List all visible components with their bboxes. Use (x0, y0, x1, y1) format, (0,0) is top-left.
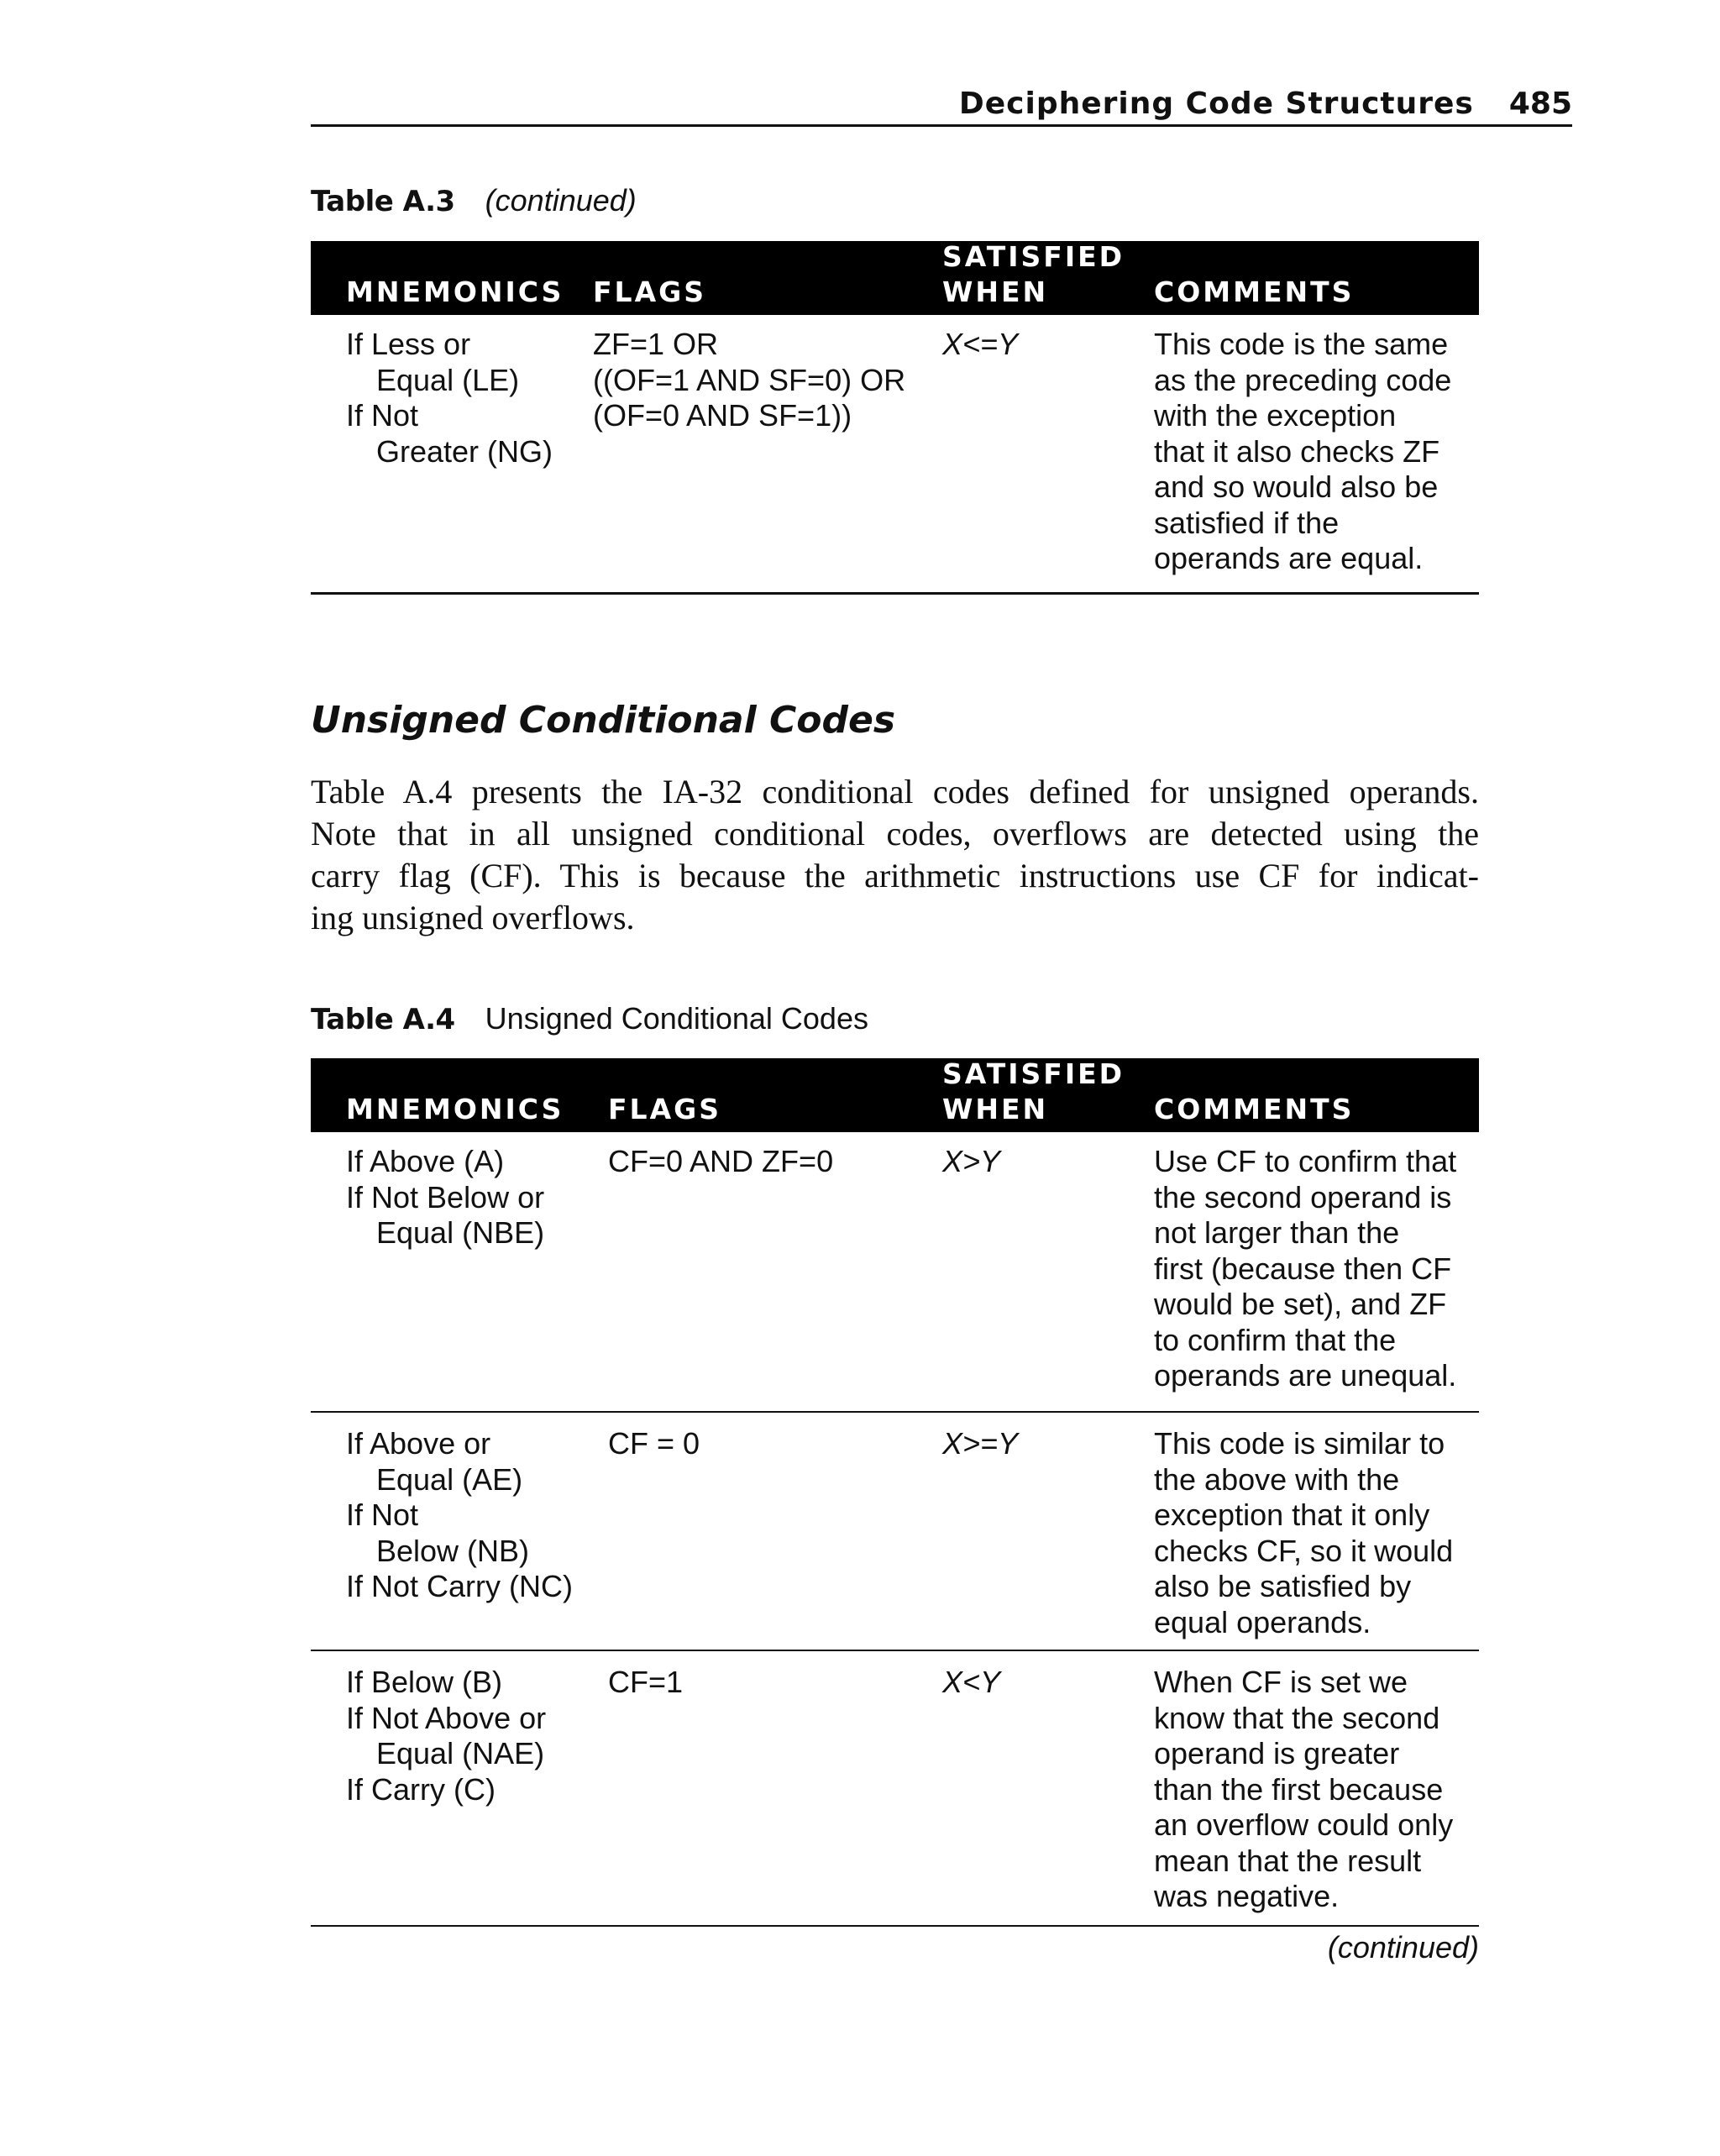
table-cell-comments: This code is the same as the preceding code with the exception that it also checks ZF and so would also be satisfied if the operands are equal. (1154, 327, 1452, 575)
table-row (311, 1651, 1479, 1927)
table-cell-mnemonics: If Above (A) If Not Below or Equal (NBE) (346, 1144, 545, 1250)
table-cell-comments: Use CF to confirm that the second operand is not larger than the first (because then CF would be set), and ZF to confirm that the operands are unequal. (1154, 1144, 1457, 1393)
table-cell-mnemonics: If Below (B) If Not Above or Equal (NAE) If Carry (C) (346, 1665, 547, 1807)
table-a3-caption-text: (continued) (485, 183, 637, 218)
table-cell-satisfied-when: X<=Y (942, 327, 1019, 361)
table-a4-header-satisfied-when: SATISFIED WHEN (942, 1057, 1125, 1125)
table-a4-header (311, 1058, 1479, 1132)
continued-label: (continued) (1327, 1930, 1479, 1965)
table-a4-header-flags: FLAGS (608, 1093, 721, 1125)
table-row (311, 1132, 1479, 1413)
table-cell-satisfied-when: X>=Y (942, 1426, 1019, 1461)
table-cell-flags: CF=0 AND ZF=0 (608, 1144, 834, 1178)
body-paragraph: Table A.4 presents the IA-32 conditional codes defined for unsigned operands. Note that in all unsigned conditional codes, overflows are detected using the carry flag (CF). This is because the arithmetic instructions use CF for indicat- ing unsigned overflows. (311, 773, 1479, 936)
table-cell-comments: When CF is set we know that the second operand is greater than the first because an overflow could only mean that the result was negative. (1154, 1665, 1454, 1913)
table-a4-header-mnemonics: MNEMONICS (346, 1093, 564, 1125)
table-a3-caption (311, 183, 637, 218)
table-a4-caption-text: Unsigned Conditional Codes (485, 1001, 868, 1036)
table-a3-header-satisfied-when: SATISFIED WHEN (942, 240, 1125, 308)
table-a3-header-flags: FLAGS (593, 275, 706, 308)
table-a3-header (311, 241, 1479, 315)
page-number: 485 (1508, 86, 1572, 121)
table-a4-caption (311, 1001, 868, 1036)
running-header-title: Deciphering Code Structures (958, 86, 1474, 121)
table-cell-mnemonics: If Above or Equal (AE) If Not Below (NB) If Not Carry (NC) (346, 1426, 573, 1603)
table-a4-header-comments: COMMENTS (1154, 1093, 1355, 1125)
table-a3-caption-number: Table A.3 (311, 185, 455, 218)
table-a3 (311, 241, 1479, 595)
table-cell-satisfied-when: X>Y (942, 1144, 1001, 1178)
table-cell-flags: ZF=1 OR ((OF=1 AND SF=0) OR (OF=0 AND SF=1)) (593, 327, 906, 433)
table-a3-header-comments: COMMENTS (1154, 275, 1355, 308)
running-header (311, 82, 1572, 127)
table-row (311, 1413, 1479, 1651)
table-cell-comments: This code is similar to the above with the exception that it only checks CF, so it would also be satisfied by equal operands. (1154, 1426, 1454, 1639)
table-cell-mnemonics: If Less or Equal (LE) If Not Greater (NG) (346, 327, 553, 469)
table-cell-flags: CF = 0 (608, 1426, 700, 1461)
section-heading: Unsigned Conditional Codes (311, 699, 896, 742)
table-cell-satisfied-when: X<Y (942, 1665, 1001, 1699)
table-row (311, 315, 1479, 595)
table-a4-caption-number: Table A.4 (311, 1003, 455, 1036)
table-cell-flags: CF=1 (608, 1665, 684, 1699)
table-a3-header-mnemonics: MNEMONICS (346, 275, 564, 308)
table-a4 (311, 1058, 1479, 1927)
